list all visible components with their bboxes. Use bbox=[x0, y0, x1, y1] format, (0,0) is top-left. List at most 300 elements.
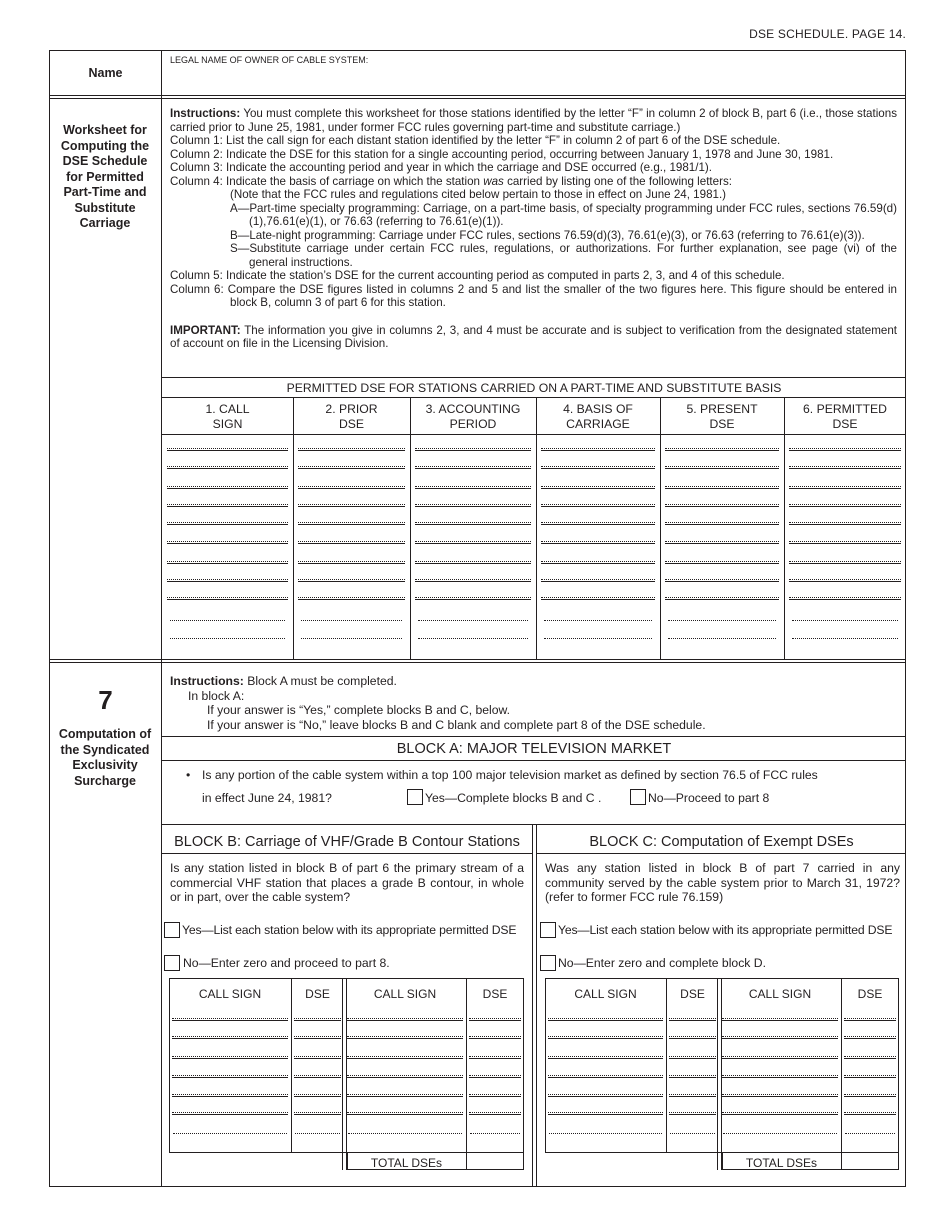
entry-guide-line bbox=[415, 597, 531, 598]
entry-guide-line bbox=[789, 466, 901, 467]
entry-guide-line bbox=[548, 1018, 663, 1019]
entry-line bbox=[665, 524, 779, 525]
entry-guide-line bbox=[789, 579, 901, 580]
entry-guide-line bbox=[167, 486, 288, 487]
page-header: DSE SCHEDULE. PAGE 14. bbox=[749, 27, 906, 41]
entry-line bbox=[669, 1020, 716, 1021]
entry-line bbox=[172, 1038, 288, 1039]
entry-guide-line bbox=[541, 448, 655, 449]
block-b-no-checkbox[interactable] bbox=[164, 955, 180, 971]
entry-line bbox=[347, 1096, 463, 1097]
entry-line bbox=[172, 1096, 288, 1097]
entry-line bbox=[347, 1077, 463, 1078]
column3-instruction: Column 3: Indicate the accounting period and year in which the carriage and DSE occurred (e.g., 1981/1). bbox=[170, 161, 713, 174]
entry-line bbox=[722, 1020, 838, 1021]
header-call-sign-1: CALL SIGN bbox=[198, 987, 262, 1001]
entry-line bbox=[469, 1114, 521, 1115]
entry-guide-line bbox=[415, 561, 531, 562]
entry-guide-line bbox=[167, 466, 288, 467]
entry-line bbox=[844, 1038, 896, 1039]
entry-guide-line bbox=[347, 1094, 463, 1095]
block-c-no-checkbox[interactable] bbox=[540, 955, 556, 971]
entry-line bbox=[415, 468, 531, 469]
entry-guide-line bbox=[789, 504, 901, 505]
entry-guide-line bbox=[665, 448, 779, 449]
entry-guide-line bbox=[298, 597, 405, 598]
column4-was: was bbox=[483, 174, 504, 188]
entry-line bbox=[665, 543, 779, 544]
entry-guide-line bbox=[347, 1075, 463, 1076]
entry-guide-line bbox=[541, 522, 655, 523]
block-b-question: Is any station listed in block B of part 6 the primary stream of a commercial VHF station that places a grade B contour, in whole or in part, over the cable system? bbox=[170, 861, 524, 904]
table-column-divider bbox=[293, 397, 294, 659]
dotted-entry-line bbox=[348, 1133, 462, 1134]
entry-guide-line bbox=[294, 1112, 341, 1113]
entry-guide-line bbox=[415, 486, 531, 487]
letter-b-definition: B—Late-night programming: Carriage under FCC rules, sections 76.59(d)(3), 76.61(e)(3), or 76.63 (referring to 76.61(e)(3)). bbox=[230, 228, 865, 242]
entry-guide-line bbox=[665, 504, 779, 505]
entry-guide-line bbox=[844, 1075, 896, 1076]
entry-guide-line bbox=[548, 1036, 663, 1037]
entry-line bbox=[298, 468, 405, 469]
block-a-question-cont: in effect June 24, 1981? bbox=[202, 791, 332, 805]
entry-line bbox=[294, 1077, 341, 1078]
block-c-title: BLOCK C: Computation of Exempt DSEs bbox=[589, 834, 854, 850]
dotted-entry-line bbox=[418, 638, 528, 639]
entry-line bbox=[789, 563, 901, 564]
entry-line bbox=[722, 1114, 838, 1115]
entry-line bbox=[789, 599, 901, 600]
entry-line bbox=[172, 1077, 288, 1078]
entry-line bbox=[347, 1020, 463, 1021]
entry-line bbox=[548, 1020, 663, 1021]
entry-guide-line bbox=[294, 1075, 341, 1076]
entry-line bbox=[294, 1058, 341, 1059]
column-header-call-sign: 1. CALL SIGN bbox=[205, 402, 250, 431]
table-top-rule bbox=[162, 377, 906, 378]
block-c-title-rule bbox=[537, 853, 906, 854]
total-dses-label: TOTAL DSEs bbox=[370, 1156, 443, 1170]
entry-guide-line bbox=[415, 522, 531, 523]
header-dse-1: DSE bbox=[680, 987, 705, 1001]
entry-guide-line bbox=[469, 1036, 521, 1037]
block-b-title-rule bbox=[162, 853, 532, 854]
entry-line bbox=[541, 468, 655, 469]
header-call-sign-2: CALL SIGN bbox=[373, 987, 437, 1001]
entry-guide-line bbox=[722, 1056, 838, 1057]
column1-instruction: Column 1: List the call sign for each distant station identified by the letter “F” in column 2 of part 6 of the DSE schedule. bbox=[170, 134, 781, 147]
letter-s-definition: S—Substitute carriage under certain FCC rules, regulations, or authorizations. For further explanation, see page (vi) of the general instructions. bbox=[230, 242, 897, 269]
instructions-label: Instructions: bbox=[170, 107, 241, 120]
column-header-prior-dse: 2. PRIOR DSE bbox=[325, 402, 378, 431]
entry-guide-line bbox=[415, 504, 531, 505]
instructions-intro: You must complete this worksheet for those stations identified by the letter “F” in column 2 of block B, part 6 (i.e., those stations carried prior to June 25, 1981, under former FCC rules governing part-time and substitute carriage.) bbox=[170, 107, 897, 134]
block-c-yes-label: Yes—List each station below with its appropriate permitted DSE bbox=[558, 923, 893, 937]
entry-line bbox=[294, 1020, 341, 1021]
entry-line bbox=[722, 1058, 838, 1059]
entry-line bbox=[789, 468, 901, 469]
entry-line bbox=[665, 506, 779, 507]
entry-guide-line bbox=[541, 579, 655, 580]
entry-line bbox=[167, 563, 288, 564]
part7-side-label: Computation of the Syndicated Exclusivity Surcharge bbox=[58, 727, 152, 788]
dotted-entry-line bbox=[549, 1133, 662, 1134]
entry-line bbox=[548, 1038, 663, 1039]
dotted-entry-line bbox=[670, 1133, 715, 1134]
entry-line bbox=[548, 1114, 663, 1115]
entry-guide-line bbox=[669, 1094, 716, 1095]
entry-guide-line bbox=[548, 1094, 663, 1095]
entry-line bbox=[541, 543, 655, 544]
part7-instructions-text: Block A must be completed. bbox=[243, 674, 397, 688]
entry-line bbox=[298, 581, 405, 582]
table-column-divider bbox=[660, 397, 661, 659]
dotted-entry-line bbox=[668, 620, 776, 621]
entry-guide-line bbox=[665, 561, 779, 562]
block-b-title: BLOCK B: Carriage of VHF/Grade B Contour Stations bbox=[174, 834, 520, 850]
entry-guide-line bbox=[347, 1056, 463, 1057]
entry-line bbox=[415, 450, 531, 451]
entry-guide-line bbox=[789, 541, 901, 542]
entry-guide-line bbox=[415, 448, 531, 449]
total-dses-field[interactable] bbox=[467, 1153, 523, 1169]
entry-guide-line bbox=[844, 1018, 896, 1019]
column-header-permitted-dse: 6. PERMITTED DSE bbox=[803, 402, 887, 431]
entry-line bbox=[167, 488, 288, 489]
entry-guide-line bbox=[167, 522, 288, 523]
entry-line bbox=[844, 1077, 896, 1078]
entry-line bbox=[415, 488, 531, 489]
entry-guide-line bbox=[298, 504, 405, 505]
entry-guide-line bbox=[469, 1018, 521, 1019]
entry-line bbox=[167, 468, 288, 469]
station-table-divider bbox=[466, 978, 467, 1152]
entry-guide-line bbox=[415, 466, 531, 467]
block-a-question: Is any portion of the cable system within a top 100 major television market as defined by section 76.5 of FCC rules bbox=[202, 768, 818, 782]
name-side-label: Name bbox=[88, 66, 123, 80]
entry-guide-line bbox=[669, 1018, 716, 1019]
block-b-no-label: No—Enter zero and proceed to part 8. bbox=[183, 956, 390, 970]
entry-line bbox=[548, 1058, 663, 1059]
entry-line bbox=[722, 1077, 838, 1078]
entry-guide-line bbox=[415, 541, 531, 542]
block-c-question: Was any station listed in block B of part 7 carried in any community served by the cable system prior to March 31, 1972? (refer to former FCC rule 76.159) bbox=[545, 861, 900, 904]
part7-instructions-label: Instructions: bbox=[170, 674, 244, 688]
dotted-entry-line bbox=[544, 638, 652, 639]
dotted-entry-line bbox=[301, 638, 402, 639]
entry-line bbox=[415, 506, 531, 507]
header-dse-2: DSE bbox=[482, 987, 508, 1001]
entry-line bbox=[541, 506, 655, 507]
entry-guide-line bbox=[789, 522, 901, 523]
entry-line bbox=[844, 1114, 896, 1115]
entry-line bbox=[722, 1038, 838, 1039]
entry-line bbox=[415, 524, 531, 525]
entry-guide-line bbox=[789, 561, 901, 562]
entry-line bbox=[415, 543, 531, 544]
table-column-divider bbox=[410, 397, 411, 659]
entry-guide-line bbox=[541, 466, 655, 467]
column4-instruction-end: carried by listing one of the following letters: bbox=[503, 174, 732, 188]
header-dse-2: DSE bbox=[857, 987, 883, 1001]
entry-line bbox=[541, 450, 655, 451]
entry-guide-line bbox=[722, 1112, 838, 1113]
entry-guide-line bbox=[722, 1018, 838, 1019]
column4-note: (Note that the FCC rules and regulations cited below pertain to those in effect on June 24, 1981.) bbox=[230, 188, 727, 201]
permitted-dse-table-title: PERMITTED DSE FOR STATIONS CARRIED ON A PART-TIME AND SUBSTITUTE BASIS bbox=[286, 381, 782, 395]
worksheet-side-label: Worksheet for Computing the DSE Schedule for Permitted Part-Time and Substitute Carriage bbox=[60, 123, 150, 230]
entry-line bbox=[298, 563, 405, 564]
dotted-entry-line bbox=[668, 638, 776, 639]
entry-guide-line bbox=[172, 1056, 288, 1057]
important-label: IMPORTANT: bbox=[170, 323, 241, 337]
entry-line bbox=[665, 488, 779, 489]
entry-guide-line bbox=[167, 561, 288, 562]
block-a-no-checkbox[interactable] bbox=[630, 789, 646, 805]
table-header-rule bbox=[162, 397, 906, 398]
dotted-entry-line bbox=[845, 1133, 895, 1134]
entry-guide-line bbox=[298, 466, 405, 467]
entry-guide-line bbox=[548, 1112, 663, 1113]
entry-line bbox=[665, 563, 779, 564]
legal-name-field[interactable] bbox=[163, 66, 903, 92]
entry-guide-line bbox=[298, 579, 405, 580]
entry-line bbox=[789, 581, 901, 582]
entry-guide-line bbox=[347, 1112, 463, 1113]
entry-guide-line bbox=[298, 561, 405, 562]
column5-instruction: Column 5: Indicate the station’s DSE for the current accounting period as computed in parts 2, 3, and 4 of this schedule. bbox=[170, 269, 785, 282]
entry-line bbox=[298, 450, 405, 451]
entry-line bbox=[548, 1077, 663, 1078]
dotted-entry-line bbox=[792, 620, 898, 621]
entry-guide-line bbox=[541, 486, 655, 487]
entry-line bbox=[167, 506, 288, 507]
header-call-sign-2: CALL SIGN bbox=[748, 987, 812, 1001]
dotted-entry-line bbox=[418, 620, 528, 621]
entry-line bbox=[541, 563, 655, 564]
dotted-entry-line bbox=[170, 620, 285, 621]
block-a-title-rule bbox=[162, 760, 906, 761]
entry-guide-line bbox=[347, 1036, 463, 1037]
entry-line bbox=[469, 1058, 521, 1059]
block-a-bullet: • bbox=[186, 768, 191, 782]
block-c-yes-checkbox[interactable] bbox=[540, 922, 556, 938]
if-yes-instruction: If your answer is “Yes,” complete blocks B and C, below. bbox=[207, 703, 511, 717]
dotted-entry-line bbox=[173, 1133, 287, 1134]
entry-guide-line bbox=[541, 561, 655, 562]
total-dses-field[interactable] bbox=[842, 1153, 898, 1169]
important-text: The information you give in columns 2, 3, and 4 must be accurate and is subject to verification from the designated statement of account on file in the Licensing Division. bbox=[170, 323, 897, 350]
entry-line bbox=[415, 599, 531, 600]
entry-guide-line bbox=[167, 448, 288, 449]
block-a-yes-checkbox[interactable] bbox=[407, 789, 423, 805]
column-header-accounting-period: 3. ACCOUNTING PERIOD bbox=[425, 402, 521, 431]
entry-line bbox=[789, 488, 901, 489]
entry-line bbox=[789, 450, 901, 451]
entry-line bbox=[347, 1058, 463, 1059]
entry-guide-line bbox=[669, 1036, 716, 1037]
entry-line bbox=[298, 599, 405, 600]
entry-line bbox=[669, 1077, 716, 1078]
block-b-c-divider bbox=[532, 824, 537, 1187]
column2-instruction: Column 2: Indicate the DSE for this station for a single accounting period, occurring between January 1, 1978 and June 30, 1981. bbox=[170, 147, 834, 161]
entry-guide-line bbox=[541, 541, 655, 542]
entry-line bbox=[844, 1096, 896, 1097]
dotted-entry-line bbox=[170, 638, 285, 639]
entry-line bbox=[789, 524, 901, 525]
entry-guide-line bbox=[844, 1036, 896, 1037]
entry-guide-line bbox=[789, 486, 901, 487]
entry-line bbox=[669, 1038, 716, 1039]
station-table-divider bbox=[291, 978, 292, 1152]
entry-guide-line bbox=[789, 448, 901, 449]
dotted-entry-line bbox=[723, 1133, 837, 1134]
entry-guide-line bbox=[294, 1094, 341, 1095]
entry-guide-line bbox=[844, 1056, 896, 1057]
entry-line bbox=[167, 450, 288, 451]
station-table-divider bbox=[666, 978, 667, 1152]
entry-guide-line bbox=[298, 522, 405, 523]
part-number: 7 bbox=[98, 685, 113, 715]
header-call-sign-1: CALL SIGN bbox=[574, 987, 637, 1001]
entry-guide-line bbox=[298, 486, 405, 487]
entry-line bbox=[347, 1114, 463, 1115]
column6-instruction: Column 6: Compare the DSE figures listed in columns 2 and 5 and list the smaller of the two figures here. This figure should be entered in block B, column 3 of part 6 for this station. bbox=[170, 282, 897, 309]
entry-guide-line bbox=[172, 1112, 288, 1113]
entry-line bbox=[347, 1038, 463, 1039]
entry-line bbox=[294, 1096, 341, 1097]
dotted-entry-line bbox=[792, 638, 898, 639]
dotted-entry-line bbox=[301, 620, 402, 621]
part7-section-separator bbox=[49, 659, 906, 663]
entry-line bbox=[167, 599, 288, 600]
worksheet-instructions bbox=[170, 107, 897, 351]
entry-guide-line bbox=[722, 1036, 838, 1037]
entry-line bbox=[294, 1038, 341, 1039]
entry-line bbox=[665, 581, 779, 582]
entry-line bbox=[167, 581, 288, 582]
entry-guide-line bbox=[669, 1075, 716, 1076]
block-a-yes-label: Yes—Complete blocks B and C . bbox=[425, 791, 602, 805]
entry-guide-line bbox=[167, 504, 288, 505]
if-no-instruction: If your answer is “No,” leave blocks B and C blank and complete part 8 of the DSE schedule. bbox=[207, 717, 706, 732]
entry-guide-line bbox=[415, 579, 531, 580]
part7-instructions bbox=[170, 674, 897, 732]
entry-guide-line bbox=[844, 1094, 896, 1095]
entry-line bbox=[541, 581, 655, 582]
entry-guide-line bbox=[469, 1075, 521, 1076]
entry-line bbox=[167, 524, 288, 525]
entry-line bbox=[665, 450, 779, 451]
entry-line bbox=[789, 506, 901, 507]
entry-guide-line bbox=[294, 1018, 341, 1019]
header-dse-1: DSE bbox=[305, 987, 330, 1001]
entry-guide-line bbox=[469, 1112, 521, 1113]
entry-line bbox=[669, 1096, 716, 1097]
entry-guide-line bbox=[665, 522, 779, 523]
entry-guide-line bbox=[172, 1094, 288, 1095]
side-column-divider bbox=[161, 50, 162, 1187]
entry-line bbox=[541, 599, 655, 600]
entry-line bbox=[298, 524, 405, 525]
entry-guide-line bbox=[669, 1112, 716, 1113]
column-header-present-dse: 5. PRESENT DSE bbox=[686, 402, 758, 431]
entry-line bbox=[172, 1114, 288, 1115]
entry-guide-line bbox=[294, 1036, 341, 1037]
block-b-yes-checkbox[interactable] bbox=[164, 922, 180, 938]
entry-line bbox=[541, 488, 655, 489]
entry-line bbox=[294, 1114, 341, 1115]
entry-line bbox=[415, 581, 531, 582]
entry-guide-line bbox=[548, 1056, 663, 1057]
entry-guide-line bbox=[541, 597, 655, 598]
table-column-divider bbox=[536, 397, 537, 659]
entry-line bbox=[844, 1020, 896, 1021]
name-section-separator bbox=[49, 95, 906, 99]
entry-line bbox=[167, 543, 288, 544]
entry-guide-line bbox=[172, 1075, 288, 1076]
block-c-no-label: No—Enter zero and complete block D. bbox=[558, 956, 766, 970]
entry-guide-line bbox=[665, 597, 779, 598]
block-b-yes-label: Yes—List each station below with its appropriate permitted DSE bbox=[182, 923, 517, 937]
dotted-entry-line bbox=[470, 1133, 520, 1134]
entry-guide-line bbox=[722, 1075, 838, 1076]
entry-guide-line bbox=[844, 1112, 896, 1113]
entry-guide-line bbox=[294, 1056, 341, 1057]
entry-line bbox=[469, 1077, 521, 1078]
entry-guide-line bbox=[665, 466, 779, 467]
entry-line bbox=[789, 543, 901, 544]
entry-guide-line bbox=[298, 448, 405, 449]
block-a-title: BLOCK A: MAJOR TELEVISION MARKET bbox=[396, 741, 672, 757]
entry-line bbox=[298, 506, 405, 507]
entry-guide-line bbox=[172, 1018, 288, 1019]
entry-guide-line bbox=[167, 541, 288, 542]
entry-line bbox=[172, 1058, 288, 1059]
dotted-entry-line bbox=[544, 620, 652, 621]
entry-guide-line bbox=[669, 1056, 716, 1057]
entry-guide-line bbox=[167, 597, 288, 598]
entry-guide-line bbox=[789, 597, 901, 598]
entry-line bbox=[669, 1058, 716, 1059]
entry-line bbox=[298, 488, 405, 489]
station-table-divider bbox=[841, 978, 842, 1152]
entry-guide-line bbox=[548, 1075, 663, 1076]
entry-line bbox=[469, 1096, 521, 1097]
entry-guide-line bbox=[541, 504, 655, 505]
entry-line bbox=[722, 1096, 838, 1097]
block-a-no-label: No—Proceed to part 8 bbox=[648, 791, 770, 805]
total-dses-label: TOTAL DSEs bbox=[745, 1156, 818, 1170]
block-a-top-rule bbox=[162, 736, 906, 737]
entry-guide-line bbox=[298, 541, 405, 542]
entry-line bbox=[541, 524, 655, 525]
entry-line bbox=[469, 1038, 521, 1039]
entry-guide-line bbox=[665, 579, 779, 580]
entry-guide-line bbox=[665, 541, 779, 542]
entry-guide-line bbox=[347, 1018, 463, 1019]
entry-guide-line bbox=[167, 579, 288, 580]
entry-line bbox=[844, 1058, 896, 1059]
entry-line bbox=[298, 543, 405, 544]
entry-line bbox=[415, 563, 531, 564]
dotted-entry-line bbox=[295, 1133, 340, 1134]
column-header-basis-of-carriage: 4. BASIS OF CARRIAGE bbox=[563, 402, 633, 431]
entry-guide-line bbox=[469, 1056, 521, 1057]
entry-guide-line bbox=[665, 486, 779, 487]
table-column-divider bbox=[784, 397, 785, 659]
entry-line bbox=[669, 1114, 716, 1115]
